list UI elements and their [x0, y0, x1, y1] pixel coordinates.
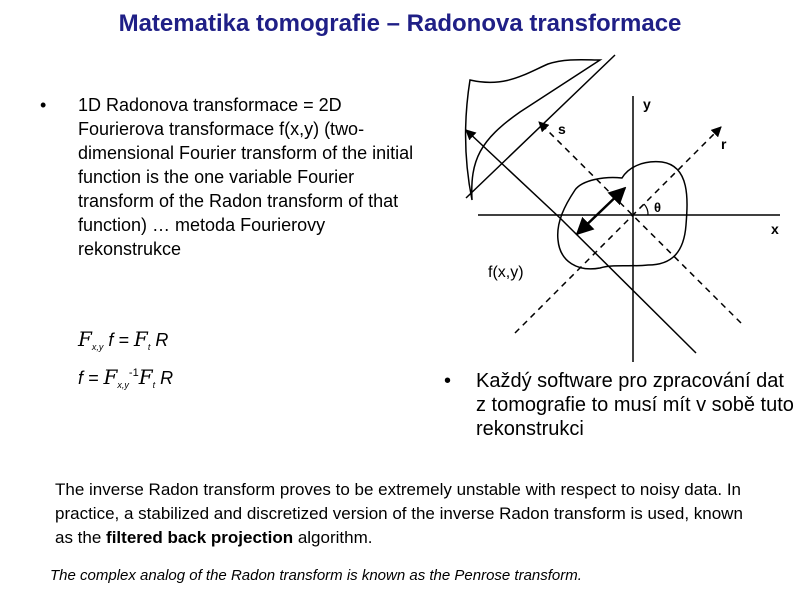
- label-x-axis: x: [771, 221, 779, 237]
- formula-part: R: [155, 368, 174, 388]
- superscript: -1: [128, 367, 139, 379]
- formula-part: f =: [78, 368, 104, 388]
- bullet-icon: •: [444, 370, 452, 392]
- theta-angle-arc: [644, 204, 648, 215]
- bullet-text: Každý software pro zpracování dat z tomografie to musí mít v sobě tuto rekonstrukci: [476, 370, 794, 440]
- label-r-axis: r: [721, 136, 727, 152]
- projection-line-upper: [466, 55, 615, 198]
- bullet-icon: •: [40, 95, 47, 115]
- footer-penrose-note: The complex analog of the Radon transform is known as the Penrose transform.: [50, 567, 582, 584]
- s-axis-dashed: [539, 122, 741, 323]
- label-function: f(x,y): [488, 264, 524, 281]
- formula-part: f =: [103, 330, 134, 350]
- label-s-axis: s: [558, 121, 566, 137]
- r-axis-dashed: [515, 127, 721, 333]
- bullet-text: 1D Radonova transformace = 2D Fourierova transformace f(x,y) (two-dimensional Fourier transform of the initial function is the one variable Fourier transform of the Radon transform of that function) … metoda Fourierovy rekonstrukce: [78, 95, 414, 259]
- note-text-end: algorithm.: [293, 528, 373, 547]
- formula-part: R: [150, 330, 169, 350]
- label-theta: θ: [654, 200, 662, 215]
- subscript: t: [152, 380, 156, 390]
- slide-title: Matematika tomografie – Radonova transformace: [118, 10, 682, 37]
- note-text: The inverse Radon transform proves to be extremely unstable with respect to noisy data. In practice, a stabilized and discretized version of the inverse Radon transform is used, known as the: [55, 480, 743, 547]
- label-y-axis: y: [643, 96, 651, 112]
- subscript: x,y: [91, 342, 104, 352]
- projection-line-lower: [560, 218, 696, 353]
- fourier-operator-symbol: F: [133, 327, 148, 351]
- fourier-operator-symbol: F: [78, 327, 92, 351]
- note-emphasis: filtered back projection: [106, 528, 294, 547]
- subscript: t: [147, 342, 151, 352]
- fourier-operator-symbol: F: [103, 365, 118, 389]
- fourier-operator-symbol: F: [138, 365, 153, 389]
- projection-direction-arrow: [466, 130, 560, 218]
- inverse-radon-note: [55, 478, 755, 550]
- subscript: x,y: [117, 380, 129, 390]
- r-offset-arrow: [577, 188, 625, 234]
